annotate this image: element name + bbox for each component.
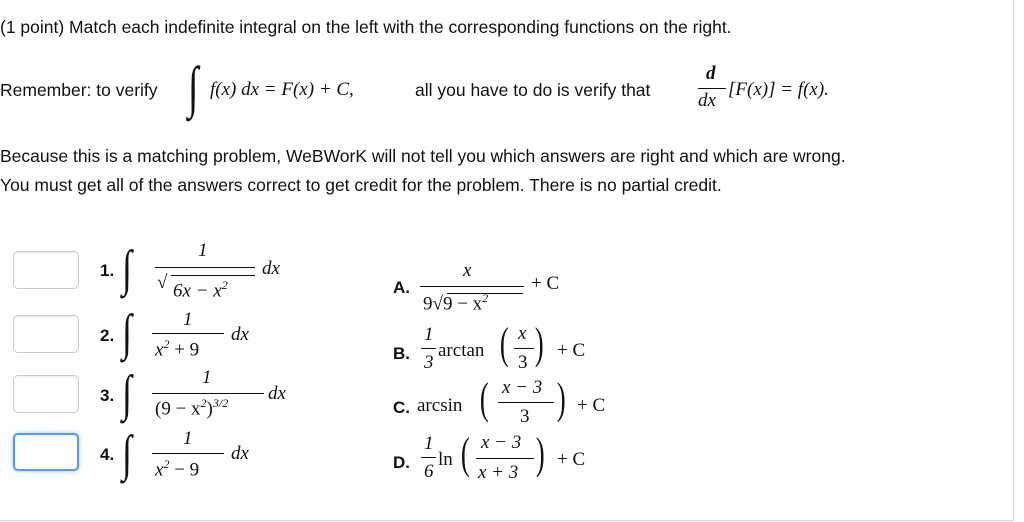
choice-b-tail: + C xyxy=(557,340,586,361)
reminder-formula-right: [F(x)] = f(x). xyxy=(728,79,829,100)
answer-input-2[interactable] xyxy=(13,315,79,353)
item-3-fraction-bar xyxy=(152,393,264,394)
derivative-bar xyxy=(698,88,726,89)
choice-a-fraction-bar xyxy=(420,286,524,287)
choice-d-coef-num: 1 xyxy=(424,433,434,454)
matching-warning-1: Because this is a matching problem, WeBWorK will not tell you which answers are right and which are wrong. xyxy=(0,146,846,166)
item-2-dx: dx xyxy=(231,324,249,345)
choice-b-coef-num: 1 xyxy=(424,324,434,345)
item-1-denominator: $6x - x^2$ xyxy=(173,278,228,302)
choice-a-denominator: $9√9 - x^2$ xyxy=(423,291,489,315)
matching-warning-2: You must get all of the answers correct to get credit for the problem. There is no partial credit. xyxy=(0,175,722,195)
choice-d-func: ln xyxy=(438,449,453,470)
choice-d-coef-den: 6 xyxy=(424,461,434,482)
choice-label-a: A. xyxy=(393,278,410,297)
item-4-fraction-bar xyxy=(152,453,224,454)
derivative-num: d xyxy=(706,63,716,84)
choice-b-coef-den: 3 xyxy=(424,352,434,373)
integral-symbol: ∫ xyxy=(188,56,199,120)
answer-input-1[interactable] xyxy=(13,251,79,289)
answer-input-4[interactable] xyxy=(13,433,79,471)
item-2-fraction-bar xyxy=(152,333,224,334)
choice-a-numerator: x xyxy=(463,260,472,281)
item-2-numerator: 1 xyxy=(183,309,193,330)
choice-b-rparen: ) xyxy=(534,319,544,368)
item-2-denominator: $x^2 + 9$ xyxy=(155,337,200,361)
choice-label-b: B. xyxy=(393,344,410,363)
sqrt-icon: √ xyxy=(432,293,443,315)
choice-d-rparen: ) xyxy=(535,429,545,478)
item-label-2: 2. xyxy=(100,326,115,345)
choice-d-tail: + C xyxy=(557,449,586,470)
choice-d-coef-bar xyxy=(421,457,436,458)
choice-c-arg-num: x − 3 xyxy=(502,377,543,398)
item-label-3: 3. xyxy=(100,386,115,405)
integral-symbol-3: ∫ xyxy=(122,365,132,422)
item-1-fraction-bar xyxy=(155,267,255,268)
item-label-4: 4. xyxy=(100,445,115,464)
item-4-numerator: 1 xyxy=(183,428,193,449)
choice-b-arg-den: 3 xyxy=(518,352,528,373)
choice-d-arg-bar xyxy=(476,458,534,459)
integral-symbol-1: ∫ xyxy=(122,240,132,297)
choice-b-func: arctan xyxy=(438,340,485,361)
choice-c-func: arcsin xyxy=(417,395,463,416)
item-3-dx: dx xyxy=(268,383,286,404)
reminder-prefix: Remember: to verify xyxy=(0,80,158,100)
choice-b-coef-bar xyxy=(421,348,436,349)
sqrt-icon: √ xyxy=(157,272,168,293)
choice-c-tail: + C xyxy=(577,395,606,416)
problem-statement: (1 point) Match each indefinite integral on the left with the corresponding functions on the right. xyxy=(0,17,732,37)
choice-b-arg-num: x xyxy=(518,323,527,344)
choice-c-lparen: ( xyxy=(479,374,489,423)
answer-input-3[interactable] xyxy=(13,375,79,413)
choice-a-radical-bar xyxy=(447,293,523,294)
choice-d-arg-den: x + 3 xyxy=(478,462,519,483)
integral-symbol-4: ∫ xyxy=(122,425,132,482)
integral-symbol-2: ∫ xyxy=(122,304,132,361)
choice-c-arg-bar xyxy=(498,402,554,403)
choice-d-arg-num: x − 3 xyxy=(481,432,522,453)
choice-b-lparen: ( xyxy=(499,319,509,368)
choice-d-lparen: ( xyxy=(460,429,470,478)
derivative-den: dx xyxy=(698,90,716,111)
reminder-mid: all you have to do is verify that xyxy=(415,80,651,100)
item-1-radical-bar xyxy=(171,275,255,276)
item-1-numerator: 1 xyxy=(198,240,208,261)
choice-label-c: C. xyxy=(393,398,410,417)
item-3-denominator: $(9 - x^2)^{3/2}$ xyxy=(155,396,229,420)
choice-b-arg-bar xyxy=(514,348,534,349)
item-1-dx: dx xyxy=(262,258,280,279)
item-4-dx: dx xyxy=(231,443,249,464)
reminder-formula-left: f(x) dx = F(x) + C, xyxy=(210,79,354,100)
item-4-denominator: $x^2 - 9$ xyxy=(155,457,200,481)
choice-a-tail: + C xyxy=(531,273,560,294)
choice-label-d: D. xyxy=(393,453,410,472)
item-label-1: 1. xyxy=(100,261,115,280)
choice-c-rparen: ) xyxy=(556,374,566,423)
item-3-numerator: 1 xyxy=(202,367,212,388)
choice-c-arg-den: 3 xyxy=(520,406,530,427)
